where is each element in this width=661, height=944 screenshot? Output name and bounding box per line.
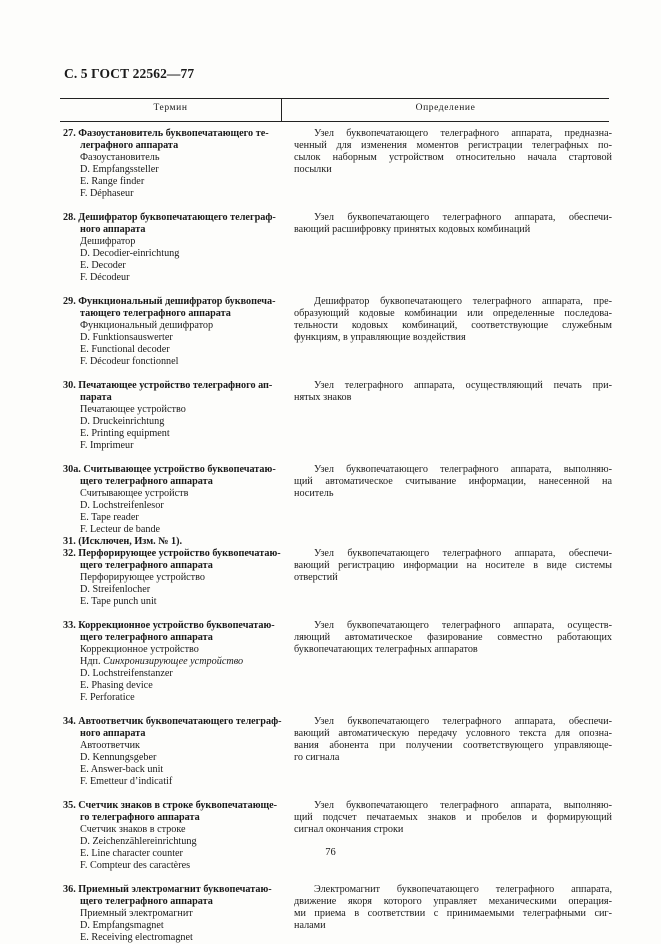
term-equivalent: D. Lochstreifenstanzer — [80, 668, 173, 679]
terms-table — [60, 98, 612, 944]
definition-line: Узел буквопечатающего телеграфного аппарата, предназна- — [314, 128, 612, 139]
definition-line: отверстий — [294, 572, 338, 583]
term-equivalent: D. Kennungsgeber — [80, 752, 157, 763]
term-title: 29. Функциональный дешифратор буквопеча- — [63, 296, 276, 307]
term-equivalent: Коррекционное устройство — [80, 644, 199, 655]
term-cell — [60, 884, 281, 944]
definition-line: тельности кодовых комбинаций, соответствующие служебным — [294, 320, 612, 331]
term-equivalent: E. Line character counter — [80, 848, 183, 859]
term-title: щего телеграфного аппарата — [80, 632, 213, 643]
term-title: 30. Печатающее устройство телеграфного ап- — [63, 380, 273, 391]
term-title: 33. Коррекционное устройство буквопечатаю- — [63, 620, 275, 631]
term-equivalent: E. Answer-back unit — [80, 764, 164, 775]
term-title: 27. Фазоустановитель буквопечатающего те- — [63, 128, 269, 139]
term-equivalent: E. Phasing device — [80, 680, 153, 691]
term-cell — [60, 128, 281, 200]
term-equivalent: D. Streifenlocher — [80, 584, 151, 595]
term-title: 30а. Считывающее устройство буквопечатаю- — [63, 464, 276, 475]
term-equivalent: F. Lecteur de bande — [80, 524, 161, 535]
term-cell — [60, 620, 281, 704]
definition-line: функциям, в управляющие воздействия — [294, 332, 466, 343]
term-equivalent: E. Tape reader — [80, 512, 139, 523]
term-equivalent: Печатающее устройство — [80, 404, 186, 415]
definition-line: Узел буквопечатающего телеграфного аппарата, обеспечи- — [314, 548, 612, 559]
term-title: 28. Дешифратор буквопечатающего телеграф- — [63, 212, 276, 223]
term-cell — [60, 212, 281, 284]
term-equivalent: D. Empfangssteller — [80, 164, 159, 175]
term-row — [60, 548, 612, 608]
column-header-term: Термин — [153, 103, 188, 113]
row-spacer — [60, 704, 609, 716]
definition-line: ми приема в соответствии с принимаемыми телеграфными сиг- — [294, 908, 612, 919]
definition-line: ченный для изменения моментов регистрации телеграфных по- — [294, 140, 612, 151]
term-equivalent: E. Range finder — [80, 176, 145, 187]
term-title: 36. Приемный электромагнит буквопечатаю- — [63, 884, 272, 895]
definition-line: движение якоря которого управляет механическими операция- — [294, 896, 612, 907]
definition-cell — [294, 620, 612, 704]
row-spacer — [60, 872, 609, 884]
deprecated-term-text: Синхронизирующее устройство — [103, 656, 244, 667]
definition-line: Дешифратор буквопечатающего телеграфного аппарата, пре- — [314, 296, 612, 307]
term-equivalent: Приемный электромагнит — [80, 908, 193, 919]
definition-line: Узел буквопечатающего телеграфного аппарата, выполняю- — [314, 800, 612, 811]
definition-cell — [294, 380, 612, 452]
definition-cell — [294, 464, 612, 536]
row-spacer — [60, 608, 609, 620]
term-equivalent: Считывающее устройств — [80, 488, 189, 499]
term-equivalent: F. Imprimeur — [80, 440, 134, 451]
term-equivalent: F. Déphaseur — [80, 188, 134, 199]
term-title: ного аппарата — [80, 728, 146, 739]
term-equivalent: F. Emetteur d’indicatif — [80, 776, 173, 787]
definition-line: налами — [294, 920, 326, 931]
term-equivalent: E. Tape punch unit — [80, 596, 157, 607]
column-header-definition: Определение — [415, 103, 476, 113]
page-number: 76 — [325, 847, 336, 858]
term-equivalent: Фазоустановитель — [80, 152, 160, 163]
term-equivalent: D. Funktionsauswerter — [80, 332, 173, 343]
definition-cell — [294, 128, 612, 200]
row-spacer — [60, 452, 609, 464]
definition-line: ляющий автоматическое фазирование совместно работающих — [294, 632, 612, 643]
definition-line: Узел буквопечатающего телеграфного аппарата, обеспечи- — [314, 212, 612, 223]
term-title: тающего телеграфного аппарата — [80, 308, 231, 319]
term-cell — [60, 548, 281, 608]
term-title: 35. Счетчик знаков в строке буквопечатающе- — [63, 800, 278, 811]
definition-line: Электромагнит буквопечатающего телеграфного аппарата, — [314, 884, 612, 895]
term-title: парата — [80, 392, 112, 403]
row-spacer — [60, 284, 609, 296]
term-cell — [60, 380, 281, 452]
term-equivalent: Автоответчик — [80, 740, 140, 751]
term-cell — [60, 536, 281, 548]
row-spacer — [60, 368, 609, 380]
term-title: леграфного аппарата — [80, 140, 179, 151]
definition-cell — [294, 212, 612, 284]
term-equivalent: E. Receiving electromagnet — [80, 932, 193, 943]
deprecated-term — [63, 656, 281, 668]
term-cell — [60, 716, 281, 788]
definition-cell — [294, 800, 612, 872]
term-cell — [60, 464, 281, 536]
deprecated-prefix: Ндп. — [80, 656, 101, 667]
term-equivalent: Дешифратор — [80, 236, 136, 247]
term-row — [60, 296, 612, 368]
definition-line: нятых знаков — [294, 392, 352, 403]
definition-line: сигнал окончания строки — [294, 824, 404, 835]
definition-line: го сигнала — [294, 752, 340, 763]
term-equivalent: F. Décodeur fonctionnel — [80, 356, 179, 367]
term-cell — [60, 800, 281, 872]
term-row — [60, 536, 609, 548]
term-equivalent: F. Compteur des caractères — [80, 860, 191, 871]
term-title: го телеграфного аппарата — [80, 812, 200, 823]
definition-line: Узел буквопечатающего телеграфного аппарата, выполняю- — [314, 464, 612, 475]
term-equivalent: D. Empfangsmagnet — [80, 920, 164, 931]
definition-line: Узел буквопечатающего телеграфного аппарата, осуществ- — [314, 620, 612, 631]
definition-line: посылки — [294, 164, 332, 175]
term-cell — [60, 296, 281, 368]
term-title: щего телеграфного аппарата — [80, 896, 213, 907]
term-title: 31. (Исключен, Изм. № 1). — [63, 536, 183, 547]
term-row — [60, 464, 612, 536]
term-equivalent: E. Printing equipment — [80, 428, 170, 439]
table-header — [60, 98, 609, 122]
term-row — [60, 128, 612, 200]
definition-line: Узел телеграфного аппарата, осуществляющий печать при- — [314, 380, 612, 391]
term-title: щего телеграфного аппарата — [80, 476, 213, 487]
definition-line: вающий расшифровку принятых кодовых комбинаций — [294, 224, 531, 235]
term-title: щего телеграфного аппарата — [80, 560, 213, 571]
row-spacer — [60, 200, 609, 212]
definition-line: вающий регистрацию информации на носителе в виде системы — [294, 560, 612, 571]
term-title: 32. Перфорирующее устройство буквопечатаю- — [63, 548, 281, 559]
definition-cell — [294, 296, 612, 368]
term-row — [60, 212, 612, 284]
term-title: 34. Автоответчик буквопечатающего телеграф- — [63, 716, 282, 727]
definition-cell — [294, 884, 612, 944]
term-equivalent: E. Decoder — [80, 260, 126, 271]
term-equivalent: D. Zeichenzählereinrichtung — [80, 836, 197, 847]
definition-cell — [294, 716, 612, 788]
term-equivalent: Счетчик знаков в строке — [80, 824, 186, 835]
definition-line: носитель — [294, 488, 334, 499]
term-row — [60, 800, 612, 872]
definition-line: щий подсчет печатаемых знаков и пробелов и формирующий — [294, 812, 612, 823]
definition-line: образующий кодовые комбинации или определенные последова- — [294, 308, 612, 319]
term-row — [60, 380, 612, 452]
definition-line: буквопечатающих телеграфных аппаратов — [294, 644, 478, 655]
term-equivalent: D. Decodier-einrichtung — [80, 248, 180, 259]
term-equivalent: Перфорирующее устройство — [80, 572, 205, 583]
term-equivalent: Функциональный дешифратор — [80, 320, 214, 331]
term-row — [60, 620, 612, 704]
definition-line: сылок наборным устройством относительно начала стартовой — [294, 152, 612, 163]
table-body — [60, 122, 612, 944]
term-equivalent: D. Lochstreifenlesor — [80, 500, 164, 511]
term-equivalent: E. Functional decoder — [80, 344, 170, 355]
term-row — [60, 716, 612, 788]
definition-line: вания абонента при получении соответствующего управляюще- — [294, 740, 612, 751]
page-header: С. 5 ГОСТ 22562—77 — [64, 66, 195, 81]
definition-cell — [294, 536, 612, 548]
definition-line: Узел буквопечатающего телеграфного аппарата, обеспечи- — [314, 716, 612, 727]
term-equivalent: F. Perforatice — [80, 692, 135, 703]
term-equivalent: D. Druckeinrichtung — [80, 416, 165, 427]
term-row — [60, 884, 612, 944]
definition-line: щий автоматическое считывание информации, нанесенной на — [294, 476, 612, 487]
term-equivalent: F. Décodeur — [80, 272, 130, 283]
term-title: ного аппарата — [80, 224, 146, 235]
row-spacer — [60, 788, 609, 800]
definition-line: вающий автоматическую передачу условного текста для опозна- — [294, 728, 612, 739]
definition-cell — [294, 548, 612, 608]
